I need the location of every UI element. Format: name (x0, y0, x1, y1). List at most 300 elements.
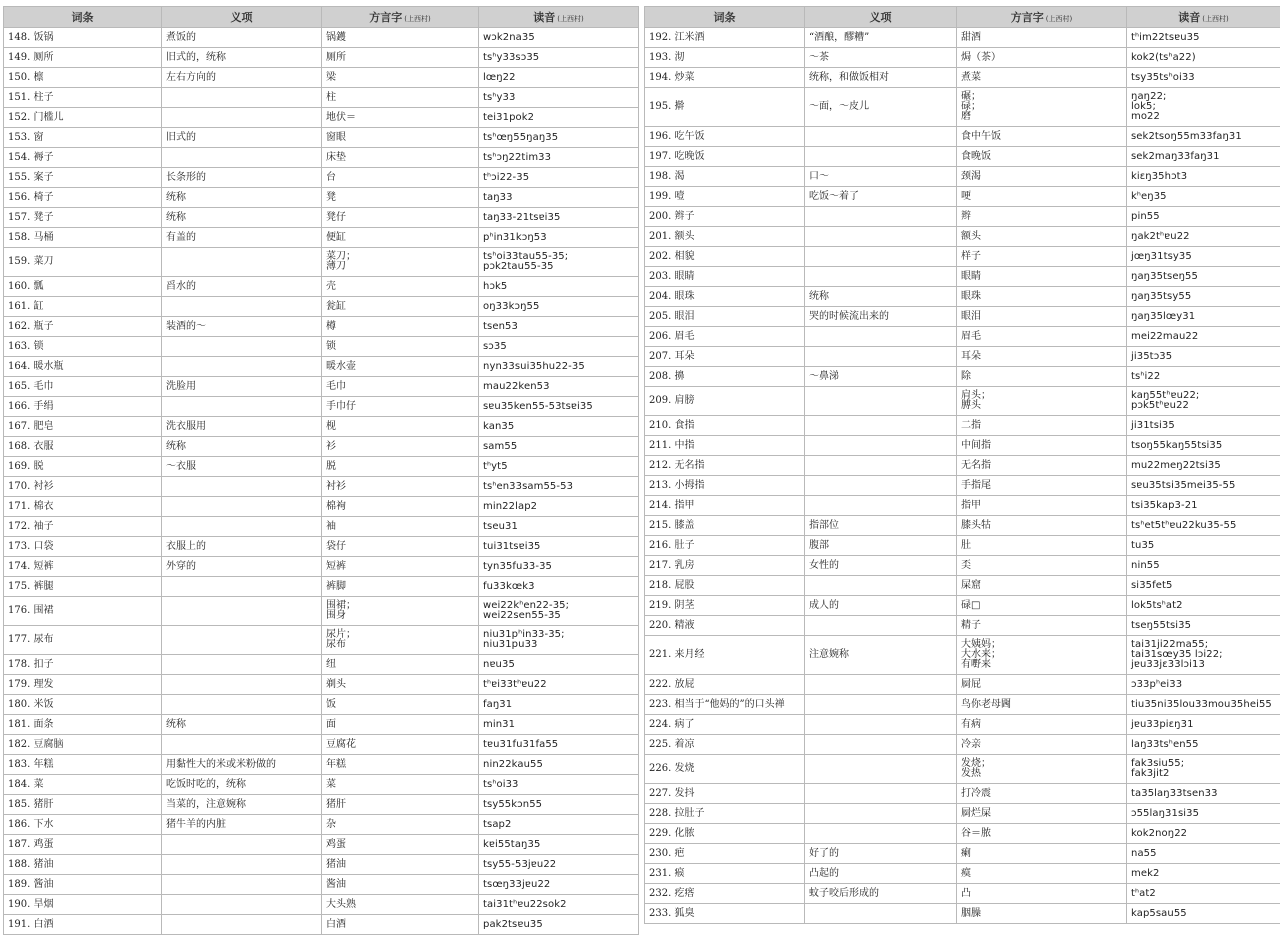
table-row (4, 148, 639, 168)
meaning-cell (805, 784, 957, 804)
meaning-cell (162, 577, 322, 597)
term-cell: 176. 围裙 (4, 597, 162, 626)
dialect-cell: 精子 (957, 616, 1127, 636)
dialect-cell: 肩头； 膊头 (957, 387, 1127, 416)
pron-cell: tʰat2 (1127, 884, 1280, 904)
meaning-cell (162, 915, 322, 935)
meaning-cell: 统称 (162, 188, 322, 208)
dialect-cell: 尿片； 尿布 (322, 626, 479, 655)
meaning-cell: 洗脸用 (162, 377, 322, 397)
term-cell: 213. 小拇指 (645, 476, 805, 496)
pron-cell: tseu31 (479, 517, 639, 537)
pron-cell: tsen53 (479, 317, 639, 337)
meaning-cell (805, 715, 957, 735)
meaning-cell: 统称 (162, 715, 322, 735)
term-cell: 215. 膝盖 (645, 516, 805, 536)
term-cell: 229. 化脓 (645, 824, 805, 844)
dialect-cell: 打冷震 (957, 784, 1127, 804)
dialect-cell: 鸡蛋 (322, 835, 479, 855)
term-cell: 168. 衣服 (4, 437, 162, 457)
meaning-cell: 长条形的 (162, 168, 322, 188)
term-cell: 184. 菜 (4, 775, 162, 795)
meaning-cell: ～衣服 (162, 457, 322, 477)
term-cell: 170. 衬衫 (4, 477, 162, 497)
term-cell: 191. 白酒 (4, 915, 162, 935)
meaning-cell: 煮饭的 (162, 28, 322, 48)
term-cell: 160. 瓢 (4, 277, 162, 297)
term-cell: 220. 精液 (645, 616, 805, 636)
dialect-cell: 凸 (957, 884, 1127, 904)
dialect-cell: 凳 (322, 188, 479, 208)
table-row (645, 476, 1280, 496)
term-cell: 166. 手绢 (4, 397, 162, 417)
header-pron-label: 读音 (1178, 11, 1200, 24)
meaning-cell (805, 147, 957, 167)
pron-cell: pin55 (1127, 207, 1280, 227)
meaning-cell (162, 297, 322, 317)
dialect-cell: 毛巾 (322, 377, 479, 397)
table-row (645, 735, 1280, 755)
table-row (4, 68, 639, 88)
pron-cell: tsʰœŋ55ŋaŋ35 (479, 128, 639, 148)
dialect-cell: 谷＝脓 (957, 824, 1127, 844)
pron-cell: lœŋ22 (479, 68, 639, 88)
table-row (645, 147, 1280, 167)
table-row (4, 695, 639, 715)
meaning-cell (162, 397, 322, 417)
table-row (645, 456, 1280, 476)
table-row (645, 207, 1280, 227)
term-cell: 195. 擀 (645, 88, 805, 127)
table-row (4, 537, 639, 557)
meaning-cell: 旧式的 (162, 128, 322, 148)
meaning-cell (162, 357, 322, 377)
header-dialect-note: (上西村) (1046, 15, 1072, 23)
pron-cell: kʰeŋ35 (1127, 187, 1280, 207)
meaning-cell: 统称 (162, 437, 322, 457)
term-cell: 157. 凳子 (4, 208, 162, 228)
dialect-cell: 胭臊 (957, 904, 1127, 924)
term-cell: 192. 江米酒 (645, 28, 805, 48)
term-cell: 209. 肩膀 (645, 387, 805, 416)
dialect-cell: 梁 (322, 68, 479, 88)
dialect-cell: 台 (322, 168, 479, 188)
pron-cell: mau22ken53 (479, 377, 639, 397)
table-row (4, 168, 639, 188)
pron-cell: tseŋ55tsi35 (1127, 616, 1280, 636)
meaning-cell (162, 148, 322, 168)
term-cell: 228. 拉肚子 (645, 804, 805, 824)
term-cell: 177. 尿布 (4, 626, 162, 655)
dialect-cell: 颈渴 (957, 167, 1127, 187)
term-cell: 181. 面条 (4, 715, 162, 735)
pron-cell: kan35 (479, 417, 639, 437)
table-row (645, 784, 1280, 804)
meaning-cell: “酒酿，醪糟” (805, 28, 957, 48)
term-cell: 180. 米饭 (4, 695, 162, 715)
table-row (4, 895, 639, 915)
term-cell: 171. 棉衣 (4, 497, 162, 517)
pron-cell: tsʰet5tʰɐu22ku35-55 (1127, 516, 1280, 536)
meaning-cell (805, 804, 957, 824)
meaning-cell (805, 476, 957, 496)
dialect-cell: 面 (322, 715, 479, 735)
dialect-cell: 壳 (322, 277, 479, 297)
term-cell: 164. 暖水瓶 (4, 357, 162, 377)
term-cell: 179. 理发 (4, 675, 162, 695)
dialect-cell: 枧 (322, 417, 479, 437)
table-row (645, 536, 1280, 556)
pron-cell: tsʰy33sɔ35 (479, 48, 639, 68)
term-cell: 223. 相当于“他妈的”的口头禅 (645, 695, 805, 715)
meaning-cell (162, 675, 322, 695)
meaning-cell (162, 248, 322, 277)
pron-cell: min22lap2 (479, 497, 639, 517)
dialect-cell: 酱油 (322, 875, 479, 895)
dialect-cell: 食晚饭 (957, 147, 1127, 167)
pron-cell: nɐu35 (479, 655, 639, 675)
table-row (4, 675, 639, 695)
meaning-cell (162, 655, 322, 675)
pron-cell: tsy55kɔn55 (479, 795, 639, 815)
pron-cell: sɐu35tsi35mei35-55 (1127, 476, 1280, 496)
term-cell: 156. 椅子 (4, 188, 162, 208)
term-cell: 218. 屁股 (645, 576, 805, 596)
pron-cell: ŋaŋ35tsy55 (1127, 287, 1280, 307)
table-row (4, 775, 639, 795)
dialect-cell: 手巾仔 (322, 397, 479, 417)
dialect-cell: 衬衫 (322, 477, 479, 497)
left-table-body (4, 28, 639, 935)
dialect-cell: 辫 (957, 207, 1127, 227)
dialect-cell: 袋仔 (322, 537, 479, 557)
dialect-cell: 哽 (957, 187, 1127, 207)
dialect-cell: 瘼 (957, 864, 1127, 884)
meaning-cell (805, 824, 957, 844)
meaning-cell: ～鼻涕 (805, 367, 957, 387)
meaning-cell: 统称 (805, 287, 957, 307)
table-row (4, 317, 639, 337)
pron-cell: sek2tsoŋ55m33faŋ31 (1127, 127, 1280, 147)
meaning-cell (162, 337, 322, 357)
table-row (4, 248, 639, 277)
term-cell: 227. 发抖 (645, 784, 805, 804)
pron-cell: tui31tsɐi35 (479, 537, 639, 557)
pron-cell: nyn33sui35hu22-35 (479, 357, 639, 377)
term-cell: 204. 眼珠 (645, 287, 805, 307)
term-cell: 155. 案子 (4, 168, 162, 188)
table-row (645, 804, 1280, 824)
pron-cell: taŋ33-21tsɐi35 (479, 208, 639, 228)
pron-cell: tsy35tsʰoi33 (1127, 68, 1280, 88)
table-row (645, 715, 1280, 735)
term-cell: 222. 放屁 (645, 675, 805, 695)
meaning-cell (805, 127, 957, 147)
pron-cell: wɔk2na35 (479, 28, 639, 48)
header-meaning: 义项 (162, 7, 322, 28)
term-cell: 210. 食指 (645, 416, 805, 436)
table-row (645, 387, 1280, 416)
table-row (645, 675, 1280, 695)
dialect-cell: 眼泪 (957, 307, 1127, 327)
table-row (645, 367, 1280, 387)
meaning-cell: 猪牛羊的内脏 (162, 815, 322, 835)
dialect-cell: 中间指 (957, 436, 1127, 456)
pron-cell: tsi35kap3-21 (1127, 496, 1280, 516)
meaning-cell (162, 497, 322, 517)
table-row (645, 864, 1280, 884)
pron-cell: si35fet5 (1127, 576, 1280, 596)
dialect-cell: 肚 (957, 536, 1127, 556)
table-row (645, 247, 1280, 267)
term-cell: 230. 疤 (645, 844, 805, 864)
term-cell: 178. 扣子 (4, 655, 162, 675)
meaning-cell (162, 735, 322, 755)
table-row (4, 377, 639, 397)
table-row (645, 267, 1280, 287)
right-table-body (645, 28, 1280, 924)
table-row (4, 517, 639, 537)
table-row (4, 188, 639, 208)
pron-cell: tʰim22tsɐu35 (1127, 28, 1280, 48)
table-row (4, 397, 639, 417)
meaning-cell: 好了的 (805, 844, 957, 864)
dialect-cell: 锅鑊 (322, 28, 479, 48)
dialect-cell: 凳仔 (322, 208, 479, 228)
dialect-cell: 年糕 (322, 755, 479, 775)
pron-cell: tu35 (1127, 536, 1280, 556)
table-row (4, 735, 639, 755)
pron-cell: ɔ33pʰei33 (1127, 675, 1280, 695)
table-row (645, 884, 1280, 904)
dialect-cell: 纽 (322, 655, 479, 675)
meaning-cell: 外穿的 (162, 557, 322, 577)
dialect-cell: 豆腐花 (322, 735, 479, 755)
header-pron (479, 7, 639, 28)
term-cell: 172. 袖子 (4, 517, 162, 537)
header-dialect-note: (上西村) (404, 15, 430, 23)
meaning-cell: 注意婉称 (805, 636, 957, 675)
pron-cell: tsy55-53jɐu22 (479, 855, 639, 875)
table-row (4, 417, 639, 437)
dialect-cell: 无名指 (957, 456, 1127, 476)
term-cell: 201. 额头 (645, 227, 805, 247)
term-cell: 186. 下水 (4, 815, 162, 835)
table-row (4, 357, 639, 377)
pron-cell: kaŋ55tʰɐu22; pɔk5tʰɐu22 (1127, 387, 1280, 416)
term-cell: 207. 耳朵 (645, 347, 805, 367)
term-cell: 233. 狐臭 (645, 904, 805, 924)
dialect-cell: 便缸 (322, 228, 479, 248)
pron-cell: taŋ33 (479, 188, 639, 208)
term-cell: 197. 吃晚饭 (645, 147, 805, 167)
meaning-cell (162, 517, 322, 537)
pron-cell: sek2maŋ33faŋ31 (1127, 147, 1280, 167)
term-cell: 151. 柱子 (4, 88, 162, 108)
pron-cell: kɐi55taŋ35 (479, 835, 639, 855)
dialect-cell: 甜酒 (957, 28, 1127, 48)
table-row (4, 208, 639, 228)
dialect-cell: 樽 (322, 317, 479, 337)
dialect-cell: 耳朵 (957, 347, 1127, 367)
term-cell: 221. 来月经 (645, 636, 805, 675)
table-row (4, 497, 639, 517)
term-cell: 150. 檩 (4, 68, 162, 88)
dialect-cell: 屙烂屎 (957, 804, 1127, 824)
table-row (4, 855, 639, 875)
table-row (645, 167, 1280, 187)
right-header-row (645, 7, 1280, 28)
meaning-cell: 哭的时候流出来的 (805, 307, 957, 327)
table-row (4, 835, 639, 855)
pron-cell: tʰɐi33tʰɐu22 (479, 675, 639, 695)
meaning-cell (805, 904, 957, 924)
table-row (4, 795, 639, 815)
table-row (4, 597, 639, 626)
term-cell: 196. 吃午饭 (645, 127, 805, 147)
term-cell: 202. 相貌 (645, 247, 805, 267)
dialect-cell: 菜 (322, 775, 479, 795)
dialect-cell: 暖水壶 (322, 357, 479, 377)
pron-cell: ji31tsi35 (1127, 416, 1280, 436)
table-row (645, 227, 1280, 247)
term-cell: 194. 炒菜 (645, 68, 805, 88)
meaning-cell (805, 387, 957, 416)
meaning-cell (805, 675, 957, 695)
pron-cell: hɔk5 (479, 277, 639, 297)
meaning-cell (805, 247, 957, 267)
term-cell: 224. 病了 (645, 715, 805, 735)
pron-cell: ta35laŋ33tsen33 (1127, 784, 1280, 804)
table-row (4, 48, 639, 68)
dialect-cell: 短裤 (322, 557, 479, 577)
table-row (645, 755, 1280, 784)
meaning-cell (162, 88, 322, 108)
term-cell: 212. 无名指 (645, 456, 805, 476)
meaning-cell (162, 875, 322, 895)
meaning-cell: ～面，～皮儿 (805, 88, 957, 127)
dialect-cell: 冷亲 (957, 735, 1127, 755)
table-row (645, 436, 1280, 456)
meaning-cell (805, 416, 957, 436)
meaning-cell: 装酒的～ (162, 317, 322, 337)
table-row (4, 915, 639, 935)
term-cell: 193. 沏 (645, 48, 805, 68)
table-row (645, 88, 1280, 127)
dialect-cell: 脱 (322, 457, 479, 477)
term-cell: 231. 瘊 (645, 864, 805, 884)
pron-cell: ŋak2tʰɐu22 (1127, 227, 1280, 247)
table-row (645, 307, 1280, 327)
pron-cell: lok5tsʰat2 (1127, 596, 1280, 616)
term-cell: 226. 发烧 (645, 755, 805, 784)
term-cell: 225. 着凉 (645, 735, 805, 755)
header-pron (1127, 7, 1280, 28)
dialect-cell: 奀 (957, 556, 1127, 576)
dialect-cell: 地伏＝ (322, 108, 479, 128)
pron-cell: tsoŋ55kaŋ55tsi35 (1127, 436, 1280, 456)
table-row (645, 636, 1280, 675)
pron-cell: tai31ji22ma55; tai31sœy35 lɔi22; jɐu33jɛ33lɔi13 (1127, 636, 1280, 675)
pron-cell: ji35tɔ35 (1127, 347, 1280, 367)
term-cell: 175. 裤腿 (4, 577, 162, 597)
left-table (3, 6, 639, 935)
term-cell: 183. 年糕 (4, 755, 162, 775)
dialect-cell: 焗（茶） (957, 48, 1127, 68)
table-row (4, 337, 639, 357)
table-row (645, 48, 1280, 68)
meaning-cell: 指部位 (805, 516, 957, 536)
pron-cell: jœŋ31tsy35 (1127, 247, 1280, 267)
dialect-cell: 大头熟 (322, 895, 479, 915)
dialect-cell: 二指 (957, 416, 1127, 436)
pron-cell: kiɛŋ35hɔt3 (1127, 167, 1280, 187)
dialect-cell: 棉袧 (322, 497, 479, 517)
term-cell: 169. 脱 (4, 457, 162, 477)
vocabulary-table-right (644, 6, 1280, 924)
table-row (645, 695, 1280, 715)
dialect-cell: 菜刀； 薄刀 (322, 248, 479, 277)
meaning-cell (805, 695, 957, 715)
pron-cell: pʰin31kɔŋ53 (479, 228, 639, 248)
header-pron-note: (上西村) (557, 15, 583, 23)
meaning-cell (805, 227, 957, 247)
pron-cell: oŋ33kɔŋ55 (479, 297, 639, 317)
pron-cell: tsʰi22 (1127, 367, 1280, 387)
pron-cell: nin22kau55 (479, 755, 639, 775)
table-row (645, 68, 1280, 88)
meaning-cell (805, 456, 957, 476)
dialect-cell: 除 (957, 367, 1127, 387)
pron-cell: sɔ35 (479, 337, 639, 357)
term-cell: 217. 乳房 (645, 556, 805, 576)
dialect-cell: 屎窟 (957, 576, 1127, 596)
term-cell: 154. 褥子 (4, 148, 162, 168)
meaning-cell (162, 695, 322, 715)
table-row (4, 626, 639, 655)
term-cell: 149. 厕所 (4, 48, 162, 68)
table-row (645, 516, 1280, 536)
pron-cell: tsap2 (479, 815, 639, 835)
table-row (4, 88, 639, 108)
dialect-cell: 眼珠 (957, 287, 1127, 307)
table-row (645, 127, 1280, 147)
term-cell: 189. 酱油 (4, 875, 162, 895)
header-meaning: 义项 (805, 7, 957, 28)
table-row (645, 347, 1280, 367)
right-table (644, 6, 1280, 924)
dialect-cell: 碌□ (957, 596, 1127, 616)
table-row (4, 28, 639, 48)
term-cell: 206. 眉毛 (645, 327, 805, 347)
term-cell: 187. 鸡蛋 (4, 835, 162, 855)
pron-cell: mu22meŋ22tsi35 (1127, 456, 1280, 476)
dialect-cell: 煮菜 (957, 68, 1127, 88)
dialect-cell: 大姨妈； 大水来； 有嘢来 (957, 636, 1127, 675)
pron-cell: wei22kʰen22-35; wei22sen55-35 (479, 597, 639, 626)
term-cell: 190. 旱烟 (4, 895, 162, 915)
table-row (645, 844, 1280, 864)
header-dialect (957, 7, 1127, 28)
pron-cell: kok2(tsʰa22) (1127, 48, 1280, 68)
meaning-cell (162, 626, 322, 655)
table-row (4, 277, 639, 297)
left-header-row (4, 7, 639, 28)
term-cell: 153. 窗 (4, 128, 162, 148)
term-cell: 219. 阴茎 (645, 596, 805, 616)
table-row (4, 228, 639, 248)
pron-cell: tʰɔi22-35 (479, 168, 639, 188)
